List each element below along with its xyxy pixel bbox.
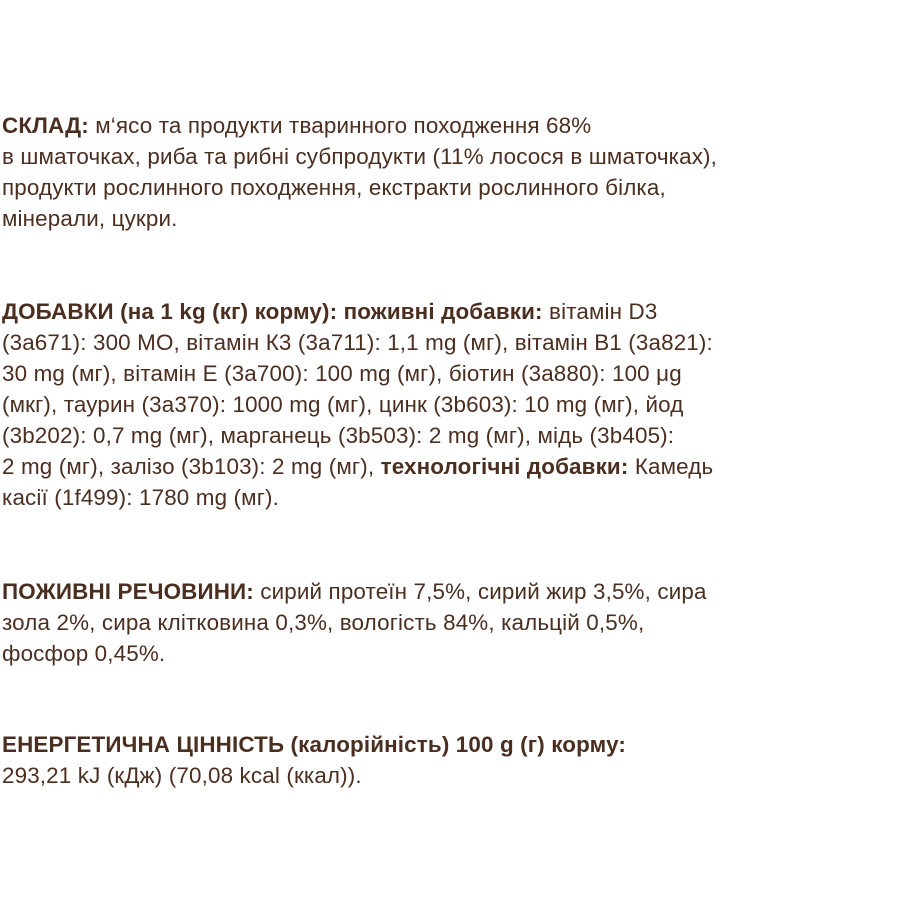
energy-section <box>2 729 900 791</box>
composition-text: м‘ясо та продукти тваринного походження 68% в шматочках, риба та рибні субпродукти (11% лосося в шматочках), продукти рослинного походження, екстракти рослинного білка, мінерали, цукри. <box>2 113 718 231</box>
nutritional-additives-text: вітамін D3 (3a671): 300 МО, вітамін К3 (3a711): 1,1 mg (мг), вітамін В1 (3a821): 30 mg (мг), вітамін Е (3a700): 100 mg (мг), біотин (3a880): 100 μg (мкг), таурин (3a370): 1000 mg (мг), цинк (3b603): 10 mg (мг), йод (3b202): 0,7 mg (мг), марганець (3b503): 2 mg (мг), мідь (3b405): 2 mg (мг), залізо (3b103): 2 mg (мг), <box>2 299 713 479</box>
nutrients-section <box>2 576 900 669</box>
energy-text: 293,21 kJ (кДж) (70,08 kcal (ккал)). <box>2 763 362 788</box>
additives-section <box>2 296 900 513</box>
nutrients-text: сирий протеїн 7,5%, сирий жир 3,5%, сира зола 2%, сира клітковина 0,3%, вологість 84%, кальцій 0,5%, фосфор 0,45%. <box>2 579 707 666</box>
composition-label: СКЛАД: <box>2 113 89 138</box>
energy-label: ЕНЕРГЕТИЧНА ЦІННІСТЬ (калорійність) 100 g (г) корму: <box>2 732 626 757</box>
technological-additives-label: технологічні добавки: <box>380 454 629 479</box>
technological-additives-text: Камедь касії (1f499): 1780 mg (мг). <box>2 454 714 510</box>
nutrients-label: ПОЖИВНІ РЕЧОВИНИ: <box>2 579 254 604</box>
composition-section <box>2 110 900 234</box>
additives-label: ДОБАВКИ (на 1 kg (кг) корму): <box>2 299 338 324</box>
nutritional-additives-label: поживні добавки: <box>337 299 543 324</box>
